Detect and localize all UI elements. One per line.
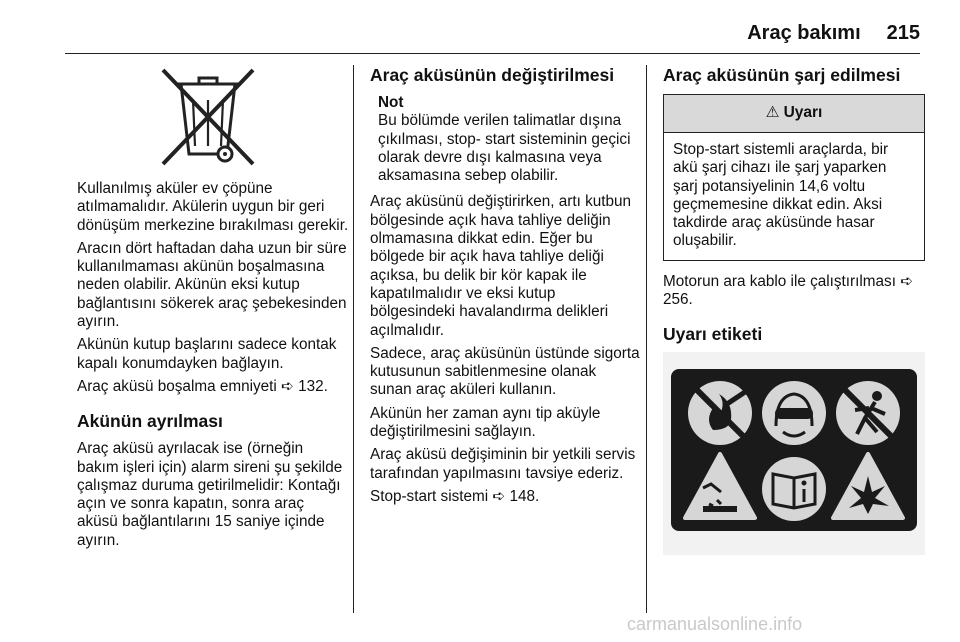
paragraph: Sadece, araç aküsünün üstünde sigorta kutusunun sabitlenmesine olanak sunan araç aküleri kullanın. — [370, 344, 640, 399]
note-block — [378, 94, 640, 185]
paragraph: Akünün her zaman aynı tip aküyle değiştirilmesini sağlayın. — [370, 404, 601, 441]
cross-reference-paragraph: Motorun ara kablo ile çalıştırılması ➪ 256. — [663, 272, 914, 309]
warning-text: Stop-start sistemli araçlarda, bir akü şarj cihazı ile şarj yaparken şarj potansiyelinin 14,6 voltu geçmemesine dikkat edin. Aksi takdirde araç aküsünde hasar oluşabilir. — [673, 141, 889, 250]
cross-reference-paragraph: Araç aküsü boşalma emniyeti ➪ 132. — [77, 377, 328, 395]
page-number: 215 — [886, 22, 920, 44]
section-title: Araç bakımı — [747, 22, 861, 44]
column-divider-right — [646, 65, 647, 613]
page-header — [747, 22, 920, 52]
note-text: Bu bölümde verilen talimatlar dışına çıkılması, stop- start sisteminin geçici olarak devre dışı kalmasına veya aksamasına sebep olabilir. — [378, 112, 631, 185]
section-heading: Uyarı etiketi — [663, 324, 763, 345]
cross-reference-paragraph: Stop-start sistemi ➪ 148. — [370, 487, 540, 505]
no-flame-no-smoking-icon — [688, 381, 752, 445]
column-divider-left — [353, 65, 354, 613]
paragraph: Kullanılmış aküler ev çöpüne atılmamalıdır. Akülerin uygun bir geri dönüşüm merkezine bırakılması gerekir. — [77, 180, 349, 234]
paragraph: Araç aküsü değişiminin bir yetkili servis tarafından yapılmasını tavsiye ederiz. — [370, 446, 636, 482]
watermark: carmanualsonline.info — [627, 614, 803, 634]
paragraph: Araç aküsü ayrılacak ise (örneğin bakım işleri için) alarm sireni şu şekilde çalışmaz duruma getirilmelidir: Kontağı açın ve sonra kapatın, sonra araç aküsü bağlantılarını 15 saniye içinde ayırın. — [77, 440, 343, 549]
warning-box — [663, 94, 925, 261]
warning-triangle-icon: ⚠ — [765, 104, 780, 122]
warning-header — [664, 95, 924, 133]
paragraph: Akünün kutup başlarını sadece kontak kapalı konumdayken bağlayın. — [77, 336, 337, 372]
section-heading: Akünün ayrılması — [77, 411, 223, 432]
paragraph: Aracın dört haftadan daha uzun bir süre kullanılmaması akünün boşalmasına neden olabilir. Akünün eksi kutup bağlantısını sökerek araç şebekesinden ayırın. — [77, 239, 347, 331]
warning-title: Uyarı — [783, 104, 823, 122]
eye-protection-icon — [762, 381, 826, 445]
header-rule — [65, 53, 920, 54]
column-middle — [370, 64, 640, 511]
column-right — [663, 64, 925, 353]
read-manual-icon — [762, 457, 826, 521]
paragraph: Araç aküsünü değiştirirken, artı kutbun bölgesinde açık hava tahliye deliğin olmamasına dikkat edin. Eğer bu bölgede bir açık hava tahliye deliği açıksa, bu delik bir kör kapak ile kapatılmalıdır ve eksi kutup bölgesindeki havalandırma delikleri açılmalıdır. — [370, 193, 632, 339]
section-heading: Araç aküsünün şarj edilmesi — [663, 65, 901, 85]
column-left — [77, 180, 349, 555]
keep-children-away-icon — [836, 381, 900, 445]
note-title: Not — [378, 94, 404, 111]
crossed-out-wheelie-bin-icon — [153, 66, 263, 168]
battery-warning-label — [663, 352, 925, 555]
section-heading: Araç aküsünün değiştirilmesi — [370, 65, 615, 85]
